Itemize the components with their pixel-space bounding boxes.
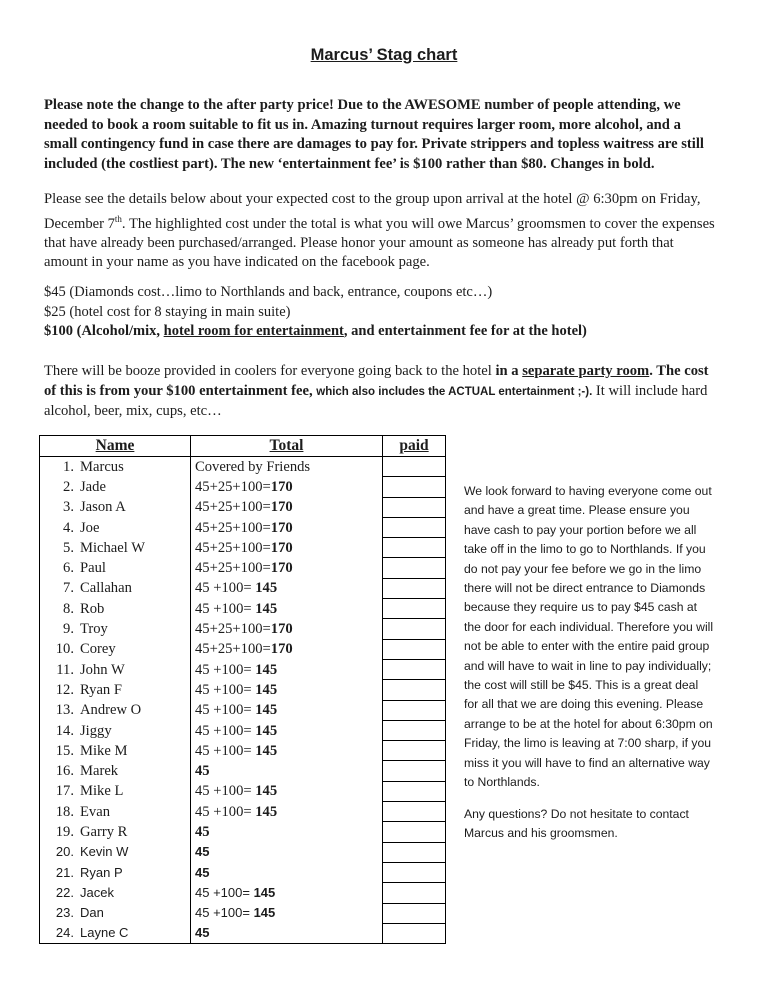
row-name: Mike M	[80, 742, 128, 759]
header-total: Total	[191, 436, 383, 457]
row-number: 19.	[55, 823, 74, 840]
cell-total	[191, 639, 383, 659]
total-formula: 45 +100=	[195, 600, 256, 617]
table-row	[40, 680, 446, 700]
cell-paid[interactable]	[383, 457, 446, 477]
total-formula: 45+25+100=	[195, 641, 271, 658]
table-row	[40, 599, 446, 619]
table-row	[40, 761, 446, 781]
stag-chart-table	[39, 435, 446, 944]
row-number: 12.	[55, 681, 74, 698]
row-name: John W	[80, 661, 125, 678]
row-number: 6.	[63, 560, 74, 577]
cell-name	[40, 659, 191, 679]
table-row	[40, 720, 446, 740]
row-number: 22.	[55, 884, 74, 900]
table-row	[40, 578, 446, 598]
cell-total	[191, 822, 383, 842]
table-row	[40, 477, 446, 497]
table-row	[40, 517, 446, 537]
total-amount: 45	[195, 844, 210, 860]
row-number: 1.	[63, 458, 74, 475]
row-name: Jiggy	[80, 722, 112, 739]
cell-name	[40, 619, 191, 639]
cell-total	[191, 903, 383, 923]
cost-line-3-underlined: hotel room for entertainment	[163, 323, 344, 339]
total-amount: 145	[255, 803, 278, 820]
row-name: Garry R	[80, 823, 128, 840]
total-amount: 170	[270, 560, 293, 577]
row-name: Troy	[80, 621, 108, 638]
cell-paid[interactable]	[383, 822, 446, 842]
cell-total	[191, 923, 383, 943]
cost-breakdown	[44, 283, 734, 342]
total-formula: 45 +100=	[195, 580, 256, 597]
total-formula: 45+25+100=	[195, 519, 271, 536]
total-formula: 45 +100=	[195, 661, 256, 678]
cell-name	[40, 497, 191, 517]
cell-total	[191, 538, 383, 558]
table-header-row	[40, 436, 446, 457]
cell-name	[40, 923, 191, 943]
total-amount: 45	[195, 763, 210, 780]
booze-f: It will include hard alcohol, beer, mix, cups, etc…	[44, 382, 708, 419]
booze-a: There will be booze provided in coolers for everyone going back to the hotel	[44, 363, 496, 379]
cell-paid[interactable]	[383, 883, 446, 903]
cost-line-entertainment	[44, 322, 734, 342]
cell-name	[40, 700, 191, 720]
row-name: Layne C	[80, 925, 129, 941]
booze-paragraph	[44, 362, 716, 422]
cell-total	[191, 700, 383, 720]
cell-total	[191, 883, 383, 903]
total-formula: 45 +100=	[195, 681, 256, 698]
total-formula: 45 +100=	[195, 905, 254, 921]
row-number: 16.	[55, 763, 74, 780]
total-amount: 170	[270, 478, 293, 495]
cell-paid[interactable]	[383, 842, 446, 862]
cell-total	[191, 517, 383, 537]
cell-paid[interactable]	[383, 599, 446, 619]
cell-name	[40, 903, 191, 923]
cell-paid[interactable]	[383, 903, 446, 923]
total-formula: 45 +100=	[195, 742, 256, 759]
details-sup: th	[114, 213, 122, 224]
row-name: Mike L	[80, 783, 124, 800]
cell-name	[40, 517, 191, 537]
total-formula: 45 +100=	[195, 702, 256, 719]
total-formula: 45+25+100=	[195, 478, 271, 495]
row-name: Dan	[80, 905, 104, 921]
total-amount: 170	[270, 641, 293, 658]
total-amount: 145	[255, 742, 278, 759]
row-name: Marek	[80, 763, 119, 780]
cell-paid[interactable]	[383, 477, 446, 497]
cell-name	[40, 477, 191, 497]
total-amount: 45	[195, 925, 210, 941]
total-formula: 45+25+100=	[195, 621, 271, 638]
total-amount: 145	[255, 702, 278, 719]
cell-name	[40, 761, 191, 781]
header-paid: paid	[383, 436, 446, 457]
row-number: 23.	[55, 905, 74, 921]
cost-line-hotel: $25 (hotel cost for 8 staying in main suite)	[44, 303, 291, 320]
total-formula: 45+25+100=	[195, 560, 271, 577]
cell-total	[191, 862, 383, 882]
cell-paid[interactable]	[383, 781, 446, 801]
row-name: Marcus	[80, 458, 124, 475]
row-number: 10.	[55, 641, 74, 658]
cell-total	[191, 761, 383, 781]
cell-total	[191, 578, 383, 598]
total-amount: 145	[255, 661, 278, 678]
total-amount: 145	[255, 722, 278, 739]
row-number: 18.	[55, 803, 74, 820]
table-row	[40, 883, 446, 903]
row-name: Jacek	[80, 884, 114, 900]
sidebar-questions: Any questions? Do not hesitate to contact Marcus and his groomsmen.	[464, 806, 689, 840]
sidebar-note	[464, 482, 714, 843]
cell-paid[interactable]	[383, 517, 446, 537]
row-name: Joe	[80, 519, 100, 536]
row-number: 4.	[63, 519, 74, 536]
total-amount: 145	[255, 783, 278, 800]
total-amount: 170	[270, 499, 293, 516]
table-row	[40, 822, 446, 842]
cell-paid[interactable]	[383, 700, 446, 720]
total-formula: Covered by Friends	[195, 458, 311, 475]
details-paragraph	[44, 190, 716, 273]
total-formula: 45+25+100=	[195, 539, 271, 556]
row-number: 24.	[55, 925, 74, 941]
cell-name	[40, 883, 191, 903]
row-name: Corey	[80, 641, 116, 658]
total-amount: 145	[255, 600, 278, 617]
cell-total	[191, 842, 383, 862]
row-number: 9.	[63, 621, 74, 638]
total-amount: 45	[195, 864, 210, 880]
cell-total	[191, 558, 383, 578]
table-row	[40, 457, 446, 477]
cell-name	[40, 558, 191, 578]
row-name: Kevin W	[80, 844, 129, 860]
total-amount: 145	[253, 884, 276, 900]
table-row	[40, 741, 446, 761]
table-row	[40, 781, 446, 801]
cell-total	[191, 477, 383, 497]
row-number: 15.	[55, 742, 74, 759]
cost-line-diamonds: $45 (Diamonds cost…limo to Northlands and back, entrance, coupons etc…)	[44, 284, 493, 300]
cell-paid[interactable]	[383, 741, 446, 761]
table-row	[40, 802, 446, 822]
cell-name	[40, 862, 191, 882]
cost-line-3a: $100 (Alcohol/mix,	[44, 323, 164, 339]
total-formula: 45+25+100=	[195, 499, 271, 516]
cell-total	[191, 720, 383, 740]
cell-total	[191, 781, 383, 801]
table-row	[40, 842, 446, 862]
table-row	[40, 700, 446, 720]
row-name: Jade	[80, 478, 106, 495]
booze-c: separate party room	[522, 363, 650, 379]
header-name: Name	[40, 436, 191, 457]
total-amount: 145	[253, 905, 276, 921]
cell-name	[40, 538, 191, 558]
table-row	[40, 619, 446, 639]
booze-d: . The cost of this is from your $100 entertainment fee,	[44, 363, 709, 399]
cell-paid[interactable]	[383, 680, 446, 700]
cell-paid[interactable]	[383, 923, 446, 943]
row-number: 3.	[63, 499, 74, 516]
table-row	[40, 923, 446, 943]
row-name: Ryan F	[80, 681, 122, 698]
row-name: Paul	[80, 560, 106, 577]
row-number: 17.	[55, 783, 74, 800]
cell-paid[interactable]	[383, 497, 446, 517]
table-row	[40, 639, 446, 659]
table-body	[40, 457, 446, 944]
row-name: Andrew O	[80, 702, 142, 719]
row-name: Evan	[80, 803, 110, 820]
sidebar-paragraph: We look forward to having everyone come out and have a great time. Please ensure you have cash to pay your portion before we all take off in the limo to go to Northlands. If you do not pay your fee before we go in the limo there will not be direct entrance to Diamonds because they require us to pay $45 cash at the door for each individual. Therefore you will not be able to enter with the entire paid group and will have to wait in line to pay individually; the cost will still be $45. This is a great deal for all that we are doing this evening. Please arrange to be at the hotel for about 6:30pm on Friday, the limo is leaving at 7:00 sharp, if you miss it you will have to find an alternative way to Northlands.	[464, 484, 714, 790]
details-text-2: . The highlighted cost under the total is what you will owe Marcus’ groomsmen to cover the expenses that have already been purchased/arranged. Please honor your amount as someone has already put forth that amount in your name as you have indicated on the facebook page.	[44, 215, 715, 271]
row-name: Jason A	[80, 499, 126, 516]
table-row	[40, 659, 446, 679]
row-name: Ryan P	[80, 864, 123, 880]
cell-name	[40, 578, 191, 598]
cell-total	[191, 802, 383, 822]
cell-paid[interactable]	[383, 659, 446, 679]
row-number: 8.	[63, 600, 74, 617]
row-name: Rob	[80, 600, 105, 617]
cost-line-3b: , and entertainment fee for at the hotel)	[343, 323, 587, 339]
cell-paid[interactable]	[383, 802, 446, 822]
row-number: 21.	[55, 864, 74, 880]
total-amount: 170	[270, 621, 293, 638]
cell-paid[interactable]	[383, 862, 446, 882]
row-name: Callahan	[80, 580, 132, 597]
cell-total	[191, 457, 383, 477]
row-name: Michael W	[80, 539, 145, 556]
total-amount: 170	[270, 519, 293, 536]
cell-name	[40, 842, 191, 862]
details-text-1: Please see the details below about your expected cost to the group upon arrival at the hotel @ 6:30pm on Friday, December 7	[44, 191, 701, 232]
cell-name	[40, 741, 191, 761]
cell-name	[40, 680, 191, 700]
total-formula: 45 +100=	[195, 803, 256, 820]
total-amount: 45	[195, 823, 210, 840]
table-row	[40, 558, 446, 578]
cell-total	[191, 659, 383, 679]
cell-total	[191, 680, 383, 700]
cell-paid[interactable]	[383, 761, 446, 781]
cell-total	[191, 741, 383, 761]
cell-paid[interactable]	[383, 558, 446, 578]
cell-name	[40, 599, 191, 619]
cell-total	[191, 619, 383, 639]
total-amount: 145	[255, 681, 278, 698]
cell-name	[40, 639, 191, 659]
cell-name	[40, 781, 191, 801]
total-amount: 170	[270, 539, 293, 556]
row-number: 2.	[63, 478, 74, 495]
cell-name	[40, 720, 191, 740]
row-number: 5.	[63, 539, 74, 556]
cell-name	[40, 457, 191, 477]
total-formula: 45 +100=	[195, 783, 256, 800]
cell-name	[40, 822, 191, 842]
table-row	[40, 862, 446, 882]
booze-b: in a	[495, 363, 523, 379]
table-row	[40, 538, 446, 558]
total-formula: 45 +100=	[195, 884, 254, 900]
row-number: 7.	[63, 580, 74, 597]
cell-total	[191, 599, 383, 619]
cell-paid[interactable]	[383, 720, 446, 740]
cell-paid[interactable]	[383, 538, 446, 558]
total-formula: 45 +100=	[195, 722, 256, 739]
cell-total	[191, 497, 383, 517]
cell-paid[interactable]	[383, 639, 446, 659]
note-paragraph: Please note the change to the after party price! Due to the AWESOME number of people attending, we needed to book a room suitable to fit us in. Amazing turnout requires larger room, more alcohol, and a small contingency fund in case there are damages to pay for. Private strippers and topless waitress are still included (the costliest part). The new ‘entertainment fee’ is $100 rather than $80. Changes in bold.	[44, 97, 704, 172]
cell-paid[interactable]	[383, 619, 446, 639]
cell-paid[interactable]	[383, 578, 446, 598]
row-number: 13.	[55, 702, 74, 719]
row-number: 20.	[55, 844, 74, 860]
page-title: Marcus’ Stag chart	[310, 46, 458, 64]
row-number: 14.	[55, 722, 74, 739]
table-row	[40, 903, 446, 923]
table-row	[40, 497, 446, 517]
total-amount: 145	[255, 580, 278, 597]
row-number: 11.	[56, 661, 74, 678]
booze-e: which also includes the ACTUAL entertainment ;-).	[316, 385, 593, 398]
cell-name	[40, 802, 191, 822]
